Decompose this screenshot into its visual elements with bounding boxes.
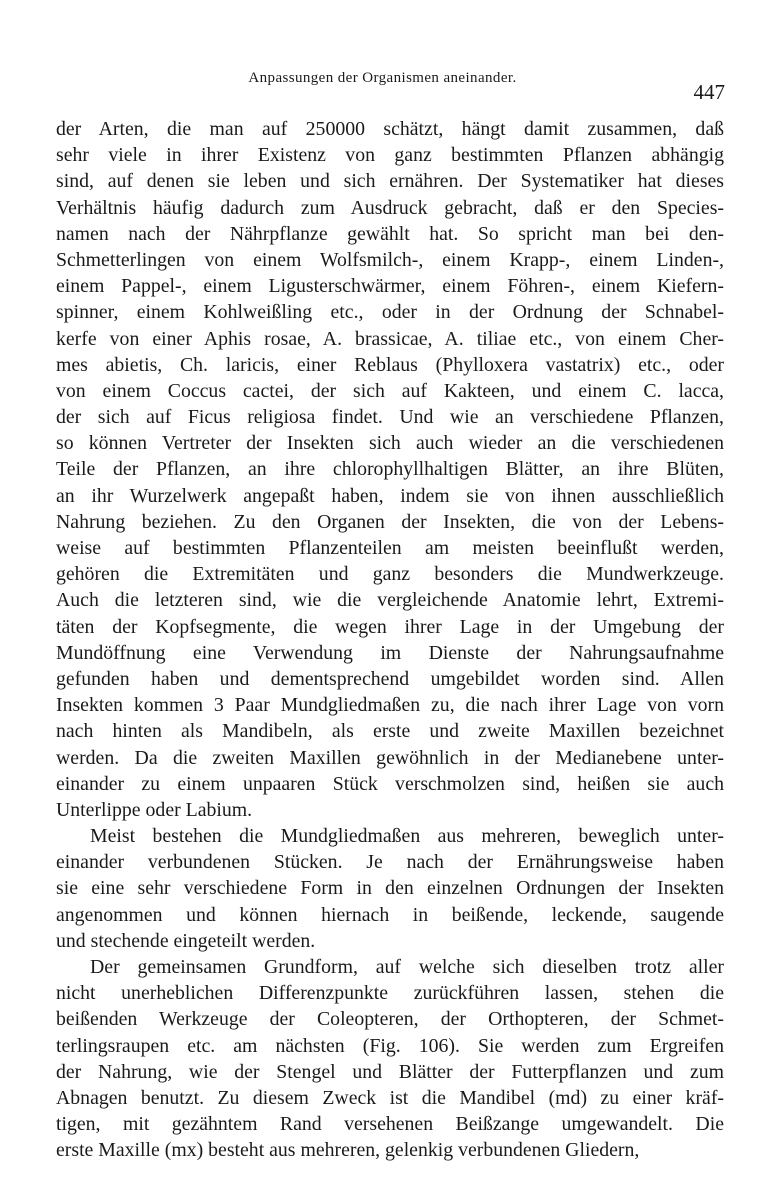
text-line: sind, auf denen sie leben und sich ernähren. Der Systematiker hat dieses bbox=[56, 170, 724, 193]
text-line: Insekten kommen 3 Paar Mundgliedmaßen zu, die nach ihrer Lage von vorn bbox=[56, 694, 724, 717]
text-line: einander zu einem unpaaren Stück verschmolzen sind, heißen sie auch bbox=[56, 772, 724, 795]
text-line: weise auf bestimmten Pflanzenteilen am meisten beeinflußt werden, bbox=[56, 537, 724, 559]
text-line: spinner, einem Kohlweißling etc., oder in der Ordnung der Schnabel- bbox=[56, 301, 724, 324]
text-line: einem Pappel-, einem Ligusterschwärmer, einem Föhren-, einem Kiefern- bbox=[56, 275, 724, 298]
text-line: einander verbundenen Stücken. Je nach der Ernährungsweise haben bbox=[56, 851, 724, 874]
text-line: täten der Kopfsegmente, die wegen ihrer Lage in der Umgebung der bbox=[56, 615, 724, 638]
text-line: und stechende eingeteilt werden. bbox=[56, 929, 316, 952]
page-number: 447 bbox=[693, 80, 725, 104]
text-line: Der gemeinsamen Grundform, auf welche sich dieselben trotz aller bbox=[90, 956, 724, 978]
text-line: erste Maxille (mx) besteht aus mehreren, gelenkig verbundenen Gliedern, bbox=[56, 1139, 640, 1162]
paragraph bbox=[56, 954, 724, 1164]
text-line: sehr viele in ihrer Existenz von ganz bestimmten Pflanzen abhängig bbox=[56, 144, 724, 167]
text-line: kerfe von einer Aphis rosae, A. brassicae, A. tiliae etc., von einem Cher- bbox=[56, 327, 724, 350]
paragraph bbox=[56, 116, 724, 823]
text-line: Unterlippe oder Labium. bbox=[56, 798, 253, 821]
text-line: mes abietis, Ch. laricis, einer Reblaus (Phylloxera vastatrix) etc., oder bbox=[56, 353, 724, 376]
text-line: so können Vertreter der Insekten sich auch wieder an die verschiedenen bbox=[56, 432, 724, 455]
text-line: terlingsraupen etc. am nächsten (Fig. 106). Sie werden zum Ergreifen bbox=[56, 1034, 724, 1057]
text-line: sie eine sehr verschiedene Form in den einzelnen Ordnungen der Insekten bbox=[56, 877, 724, 900]
text-line: werden. Da die zweiten Maxillen gewöhnlich in der Medianebene unter- bbox=[56, 746, 724, 769]
text-line: der Arten, die man auf 250000 schätzt, hängt damit zusammen, daß bbox=[56, 118, 724, 140]
text-line: tigen, mit gezähntem Rand versehenen Beißzange umgewandelt. Die bbox=[56, 1113, 724, 1136]
text-line: Nahrung beziehen. Zu den Organen der Insekten, die von der Lebens- bbox=[56, 510, 724, 533]
text-line: Meist bestehen die Mundgliedmaßen aus mehreren, beweglich unter- bbox=[90, 825, 724, 848]
text-line: Mundöffnung eine Verwendung im Dienste der Nahrungsaufnahme bbox=[56, 641, 724, 664]
text-line: Teile der Pflanzen, an ihre chlorophyllhaltigen Blätter, an ihre Blüten, bbox=[56, 458, 724, 481]
paragraph bbox=[56, 823, 724, 954]
text-line: nicht unerheblichen Differenzpunkte zurückführen lassen, stehen die bbox=[56, 982, 724, 1005]
text-line: an ihr Wurzelwerk angepaßt haben, indem sie von ihnen ausschließlich bbox=[56, 484, 724, 507]
text-line: nach hinten als Mandibeln, als erste und zweite Maxillen bezeichnet bbox=[56, 720, 724, 743]
text-line: gefunden haben und dementsprechend umgebildet worden sind. Allen bbox=[56, 667, 724, 690]
text-line: namen nach der Nährpflanze gewählt hat. So spricht man bei den- bbox=[56, 222, 724, 245]
text-line: angenommen und können hiernach in beißende, leckende, saugende bbox=[56, 903, 724, 926]
text-line: Auch die letzteren sind, wie die vergleichende Anatomie lehrt, Extremi- bbox=[56, 589, 724, 612]
text-line: Schmetterlingen von einem Wolfsmilch-, einem Krapp-, einem Linden-, bbox=[56, 248, 724, 271]
text-line: beißenden Werkzeuge der Coleopteren, der Orthopteren, der Schmet- bbox=[56, 1008, 724, 1031]
running-title: Anpassungen der Organismen aneinander. bbox=[248, 70, 517, 86]
text-line: von einem Coccus cactei, der sich auf Kakteen, und einem C. lacca, bbox=[56, 379, 724, 402]
text-line: der sich auf Ficus religiosa findet. Und wie an verschiedene Pflanzen, bbox=[56, 406, 724, 429]
text-line: Abnagen benutzt. Zu diesem Zweck ist die Mandibel (md) zu einer kräf- bbox=[56, 1086, 724, 1109]
text-line: Verhältnis häufig dadurch zum Ausdruck gebracht, daß er den Species- bbox=[56, 196, 724, 219]
body-text bbox=[56, 116, 724, 1164]
text-line: gehören die Extremitäten und ganz besonders die Mundwerkzeuge. bbox=[56, 563, 724, 586]
text-line: der Nahrung, wie der Stengel und Blätter der Futterpflanzen und zum bbox=[56, 1060, 724, 1083]
